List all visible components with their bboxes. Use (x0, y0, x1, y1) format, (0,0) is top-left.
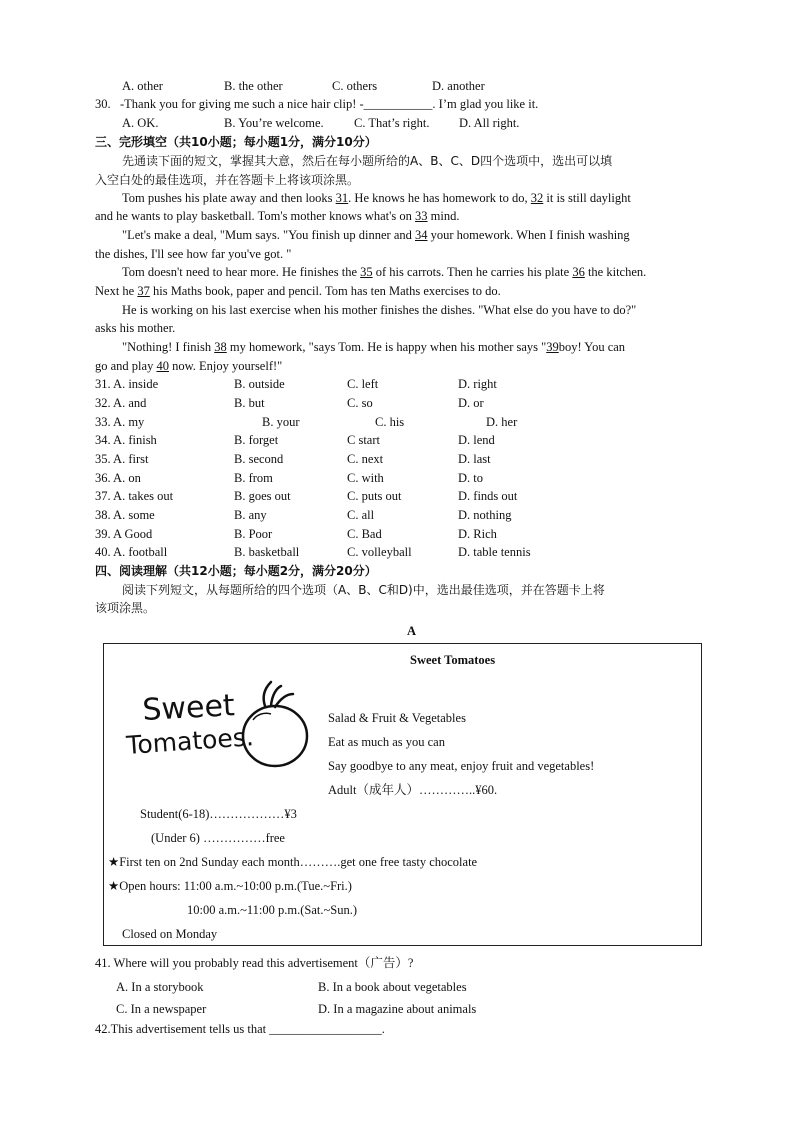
q36-option-d: D. to (458, 471, 483, 485)
passage-line-6: Next he 37 his Maths book, paper and pencil. Tom has ten Maths exercises to do. (95, 284, 501, 298)
blank-40: 40 (156, 359, 169, 373)
ad-line-student-price: Student(6-18)………………¥3 (140, 807, 297, 821)
passage-line-2: and he wants to play basketball. Tom's mother knows what's on 33 mind. (95, 209, 460, 223)
q41-stem: 41. Where will you probably read this advertisement（广告）? (95, 956, 414, 970)
ad-line-adult-price: Adult（成年人）…………..¥60. (328, 783, 498, 797)
q42-stem: 42.This advertisement tells us that __________________. (95, 1022, 385, 1036)
q35-option-d: D. last (458, 452, 491, 466)
logo-word-sweet: Sweet (141, 688, 236, 728)
q39-option-b: B. Poor (234, 527, 273, 541)
q30-number: 30. (95, 97, 111, 111)
q38-option-a: 38. A. some (95, 508, 155, 522)
passage-label: A (407, 624, 417, 638)
passage-line-7: He is working on his last exercise when his mother finishes the dishes. "What else do you have to do?" (122, 303, 637, 317)
blank-37: 37 (137, 284, 150, 298)
q32-option-b: B. but (234, 396, 265, 410)
q35-option-c: C. next (347, 452, 384, 466)
q31-option-d: D. right (458, 377, 497, 391)
q30-stem (95, 96, 538, 112)
q39-option-c: C. Bad (347, 527, 382, 541)
ad-line-eat: Eat as much as you can (328, 735, 445, 749)
q39-option-d: D. Rich (458, 527, 497, 541)
q33-option-b: B. your (262, 415, 300, 429)
q37-option-d: D. finds out (458, 489, 518, 503)
sweet-tomatoes-logo (125, 680, 310, 770)
ad-line-hours-weekend: 10:00 a.m.~11:00 p.m.(Sat.~Sun.) (187, 903, 358, 917)
ad-heading: Sweet Tomatoes (410, 653, 496, 667)
q30-option-a: A. OK. (122, 116, 159, 130)
section4-title: 四、阅读理解（共12小题；每小题2分，满分20分） (95, 564, 377, 578)
ad-line-closed: Closed on Monday (122, 927, 218, 941)
q41-option-c: C. In a newspaper (116, 1002, 207, 1016)
ad-line-under6-price: (Under 6) ……………free (151, 831, 285, 845)
q34-option-c: C start (347, 433, 380, 447)
q37-option-c: C. puts out (347, 489, 402, 503)
q37-option-b: B. goes out (234, 489, 291, 503)
passage-line-3: "Let's make a deal, "Mum says. "You finish up dinner and 34 your homework. When I finish washing (122, 228, 630, 242)
q30-option-d: D. All right. (459, 116, 520, 130)
blank-36: 36 (572, 265, 585, 279)
q38-option-c: C. all (347, 508, 375, 522)
blank-39: 39 (546, 340, 559, 354)
q37-option-a: 37. A. takes out (95, 489, 174, 503)
q36-option-b: B. from (234, 471, 273, 485)
blank-33: 33 (415, 209, 428, 223)
q31-option-a: 31. A. inside (95, 377, 159, 391)
ad-line-hours-weekday: ★Open hours: 11:00 a.m.~10:00 p.m.(Tue.~Fri.) (108, 879, 352, 893)
q30-option-c: C. That’s right. (354, 116, 430, 130)
q31-option-b: B. outside (234, 377, 285, 391)
q32-option-c: C. so (347, 396, 373, 410)
q42-blank: __________________ (269, 1022, 382, 1036)
q30-blank: ___________ (363, 97, 433, 111)
blank-35: 35 (360, 265, 373, 279)
section4-instruction-2: 该项涂黑。 (95, 601, 156, 615)
q40-option-c: C. volleyball (347, 545, 412, 559)
q29-option-a: A. other (122, 79, 163, 93)
passage-line-5: Tom doesn't need to hear more. He finishes the 35 of his carrots. Then he carries his plate 36 the kitchen. (122, 265, 647, 279)
passage-line-4: the dishes, I'll see how far you've got. " (95, 247, 292, 261)
passage-line-8: asks his mother. (95, 321, 176, 335)
q32-option-d: D. or (458, 396, 484, 410)
q38-option-d: D. nothing (458, 508, 512, 522)
q29-option-c: C. others (332, 79, 378, 93)
q31-option-c: C. left (347, 377, 379, 391)
q41-option-b: B. In a book about vegetables (318, 980, 467, 994)
q36-option-a: 36. A. on (95, 471, 141, 485)
section4-instruction-1: 阅读下列短文，从每题所给的四个选项（A、B、C和D)中，选出最佳选项，并在答题卡上将 (122, 583, 605, 597)
q40-option-a: 40. A. football (95, 545, 168, 559)
q41-option-a: A. In a storybook (116, 980, 204, 994)
blank-38: 38 (214, 340, 227, 354)
q34-option-a: 34. A. finish (95, 433, 157, 447)
q35-option-a: 35. A. first (95, 452, 149, 466)
q36-option-c: C. with (347, 471, 384, 485)
q30-stem-a: -Thank you for giving me such a nice hair clip! - (120, 97, 364, 111)
logo-word-tomatoes: Tomatoes. (125, 722, 255, 760)
q34-option-b: B. forget (234, 433, 279, 447)
blank-34: 34 (415, 228, 428, 242)
q33-option-c: C. his (375, 415, 405, 429)
ad-line-promotion: ★First ten on 2nd Sunday each month……….get one free tasty chocolate (108, 855, 478, 869)
q32-option-a: 32. A. and (95, 396, 147, 410)
q33-option-d: D. her (486, 415, 518, 429)
passage-line-1: Tom pushes his plate away and then looks 31. He knows he has homework to do, 32 it is still daylight (122, 191, 631, 205)
blank-32: 32 (530, 191, 544, 205)
q39-option-a: 39. A Good (95, 527, 153, 541)
q40-option-d: D. table tennis (458, 545, 531, 559)
q29-option-b: B. the other (224, 79, 283, 93)
passage-line-9: "Nothing! I finish 38 my homework, "says Tom. He is happy when his mother says "39boy! You can (122, 340, 626, 354)
q30-stem-b: . I’m glad you like it. (432, 97, 539, 111)
q38-option-b: B. any (234, 508, 267, 522)
q40-option-b: B. basketball (234, 545, 300, 559)
q41-option-d: D. In a magazine about animals (318, 1002, 477, 1016)
section3-title: 三、完形填空（共10小题；每小题1分，满分10分） (95, 135, 377, 149)
q29-option-d: D. another (432, 79, 485, 93)
section3-instruction-1: 先通读下面的短文，掌握其大意，然后在每小题所给的A、B、C、D四个选项中，选出可以填 (122, 154, 613, 168)
tomato-logo-graphic (125, 680, 310, 770)
q33-option-a: 33. A. my (95, 415, 145, 429)
q30-option-b: B. You’re welcome. (224, 116, 324, 130)
section3-instruction-2: 入空白处的最佳选项，并在答题卡上将该项涂黑。 (95, 173, 360, 187)
q35-option-b: B. second (234, 452, 284, 466)
blank-31: 31 (335, 191, 349, 205)
q34-option-d: D. lend (458, 433, 495, 447)
ad-line-salad: Salad & Fruit & Vegetables (328, 711, 466, 725)
passage-line-10: go and play 40 now. Enjoy yourself!" (95, 359, 283, 373)
ad-line-goodbye: Say goodbye to any meat, enjoy fruit and vegetables! (328, 759, 595, 773)
